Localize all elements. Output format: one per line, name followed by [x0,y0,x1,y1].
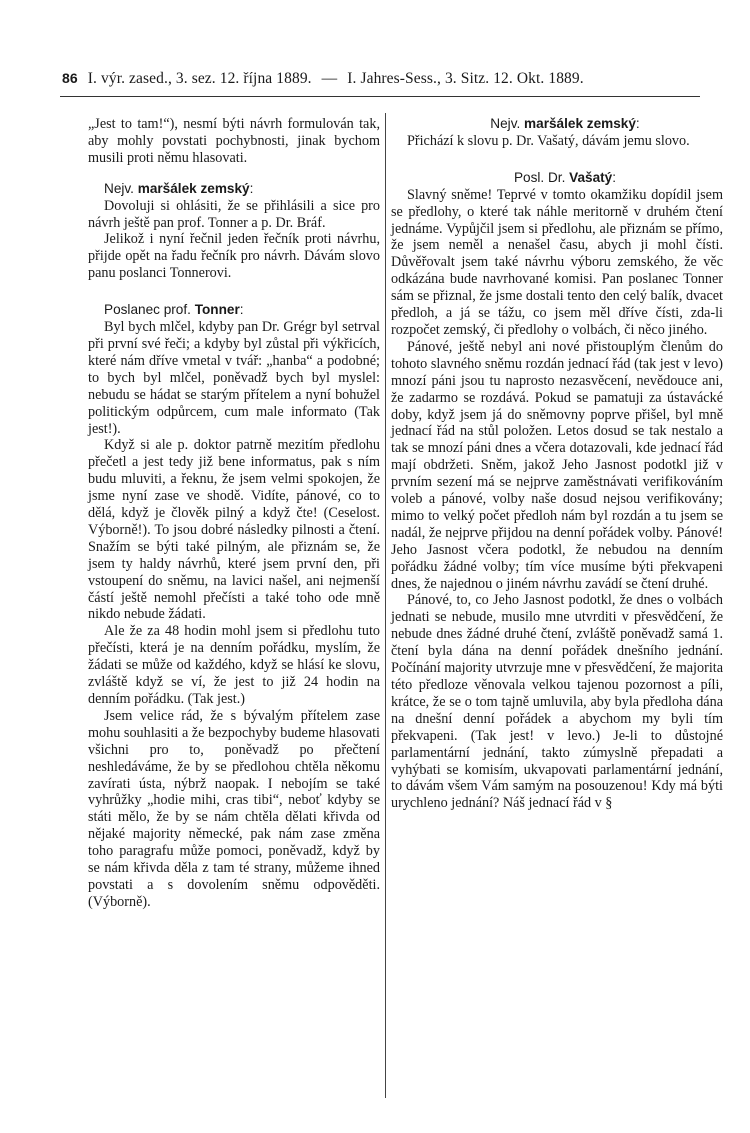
speech-paragraph: Přichází k slovu p. Dr. Vašatý, dávám jemu slovo. [407,132,690,149]
speaker-heading [391,170,723,187]
speaker-colon: : [635,116,640,131]
speech-paragraph: Slavný sněme! Teprvé v tomto okamžiku dopídil jsem se předlohy, o které tak náhle meritorně v druhém čtení jednáme. Vypůjčil jsem si předlohu, ale přiznám se přímo, že jsem neměl a nenašel času, abych ji mohl čísti. Důvěřovalt jsem také návrhu výboru zemského, že věc odkázána bude navrhované komisi. Pan poslanec Tonner sám se přiznal, že jsme dostali tento den celý balík, dvacet předloh, a já se tážu, co jsem měl dříve čísti, zda-li rozpočet zemský, či předlohy o volbách, či něco jiného. [391,186,723,338]
header-german: I. Jahres-Sess., 3. Sitz. 12. Okt. 1889. [347,70,584,87]
speech-paragraph: Když si ale p. doktor patrně mezitím předlohu přečetl a jest tedy již bene informatus, pak s ním budu mluviti, a řeknu, že jsem velmi spokojen, že jsme nyní zase ve shodě. Vidíte, pánové, co to dělá, když je člověk pilný a když čte! (Ceselost. Výborně!). To jsou dobré následky pilnosti a čtení. Snažím se býti také pilným, ale přiznám se, že jsem ty haldy návrhů, které jsem první den, při vstoupení do sněmu, na lavici našel, ani nejmenší částí ještě nemohl přečísti a také toho ode mně nikdo nebude žádati. [88,437,380,623]
speech-paragraph: „Jest to tam!“), nesmí býti návrh formulován tak, aby mohly povstati pochybnosti, jinak bychom musili proti němu hlasovati. [88,116,380,166]
header-separator: — [321,70,338,87]
speaker-heading [88,181,380,198]
speaker-title: Nejv. [104,180,138,196]
header-czech: I. výr. zased., 3. sez. 12. října 1889. [87,70,312,87]
speech-paragraph: Dovoluji si ohlásiti, že se přihlásili a sice pro návrh ještě pan prof. Tonner a p. Dr. Bráf. [88,197,380,231]
running-header [62,70,698,94]
speech-paragraph: Pánové, ještě nebyl ani nové přistouplým členům do tohoto slavného sněmu rozdán jednací řád (tak jest v levo) mnozí páni jsou tu naprosto nezasvěcení, nevědouce ani, že zadarmo se rozdává. Pokud se pamatuji za ústavácké doby, když jsem já do sněmovny poprve přišel, byl mně jednací řád na stůl položen. Letos dosud se tak nestalo a tak se mnozí páni dnes a včera dotazovali, kde jednací řád mají obdržeti. Sněm, jakož Jeho Jasnost podotkl již v prvním sezení má se nejprve zaměstnávati verifikováním voleb a pánové, volby naše dosud nejsou verifikovány; mimo to velký počet předloh nám byl rozdán a tu jsem se nadál, že nejprve přijdou na denní pořádek volby. Pánové! Jeho Jasnost včera podotkl, že nebudou na denním pořádku žádné volby; tím více musíme býti překvapeni dnes, že najednou o jiném návrhu zavádí se čtení druhé. [391,338,723,592]
page-number: 86 [62,70,78,86]
speaker-name: Tonner [194,302,240,318]
left-column [88,116,380,911]
speech-paragraph: Pánové, to, co Jeho Jasnost podotkl, že dnes o volbách jednati se nebude, musilo mne utvrditi v přesvědčení, že nebude dnes žádné druhé čtení, zvláště poněvadž samá 1. čtení byla dána na denní pořádek dnešního jednání. Počínání majority utvrzuje mne v přesvědčení, že majorita této předloze věnovala velkou tajenou pozornost a píli, krátce, že se o tom tajně umluvila, aby byla předloha dána na dnešní denní pořádek a abychom my byli tím překvapeni. (Tak jest! v levo.) Je-li to důstojné parlamentární jednání, takto zúmyslně přepadati a vyhýbati se komisím, ukvapovati parlamentární jednání, to dávám všem Vám samým na posouzenou! Kdy má býti urychleno jednání? Náš jednací řád v § [391,592,723,812]
speaker-title: Posl. Dr. [513,169,570,185]
speaker-colon: : [612,169,617,185]
paragraph-spacer [88,167,380,181]
speaker-name: maršálek zemský [524,116,636,131]
speaker-name: maršálek zemský [137,180,250,196]
paragraph-spacer [391,150,723,170]
column-divider [385,113,386,1098]
speaker-colon: : [249,180,254,196]
speaker-heading [391,116,723,133]
speaker-heading [88,302,380,319]
speaker-colon: : [239,302,244,318]
speech-paragraph: Jsem velice rád, že s bývalým přítelem zase mohu souhlasiti a že bezpochyby budeme hlasovati všichni pro to, poněvadž po přečtení neshledáváme, že by se předlohou chtěla někomu zavírati ústa, nýbrž naopak. I nebojím se také vyhrůžky „hodie mihi, cras tibi“, neboť kdyby se státi mělo, že by se nám chtěla dělati křivda od nějaké majority německé, pak nám zase změna toho paragrafu může pomoci, poněvadž, když by se nám křivda děla z tam té strany, můžeme ihned povstati a s dovolením sněmu odpověděti. (Výborně). [88,707,380,910]
right-column [391,116,723,812]
paragraph-spacer [88,282,380,302]
speech-paragraph: Byl bych mlčel, kdyby pan Dr. Grégr byl setrval při první své řeči; a kdyby byl zůstal při výkřicích, které nám dříve vmetal v tvář: „hanba“ a podobné; to bych byl mlčel, poněvadž bych byl myslel: nebudu se hádat se starým přítelem a nyní bohužel politickým odpůrcem, cum male informato (Tak jest!). [88,319,380,437]
speaker-title: Nejv. [490,116,525,131]
speaker-title: Poslanec prof. [104,302,195,318]
speech-paragraph: Ale že za 48 hodin mohl jsem si předlohu tuto přečísti, která je na denním pořádku, myslím, že žádati se může od každého, když se hlásí ke slovu, zvláště když se ví, že jest to již 24 hodin na denním pořádku. (Tak jest.) [88,623,380,707]
speech-paragraph: Jelikož i nyní řečnil jeden řečník proti návrhu, přijde opět na řadu řečník pro návrh. Dávám slovo panu poslanci Tonnerovi. [88,231,380,282]
header-rule [60,96,700,97]
speaker-name: Vašatý [569,169,613,185]
